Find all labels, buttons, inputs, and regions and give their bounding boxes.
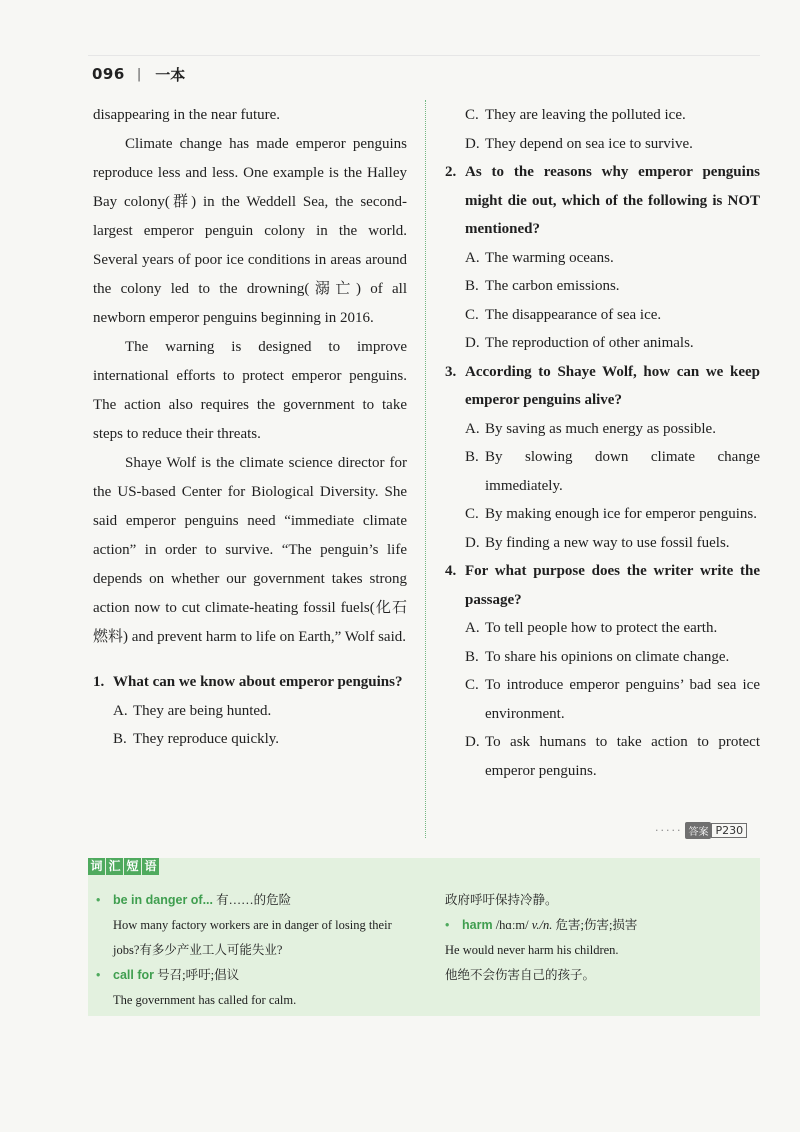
vocab-entry	[445, 913, 755, 938]
option-label: B.	[465, 449, 479, 465]
question-2	[445, 158, 760, 358]
answer-tag: 答案	[685, 822, 711, 839]
option-label: D.	[465, 335, 480, 351]
option-a[interactable]	[445, 614, 760, 643]
question-1	[93, 668, 407, 754]
header-separator: |	[136, 66, 142, 82]
question-4	[445, 557, 760, 785]
vocab-example-en: The government has called for calm.	[113, 993, 297, 1007]
page-number: 096	[92, 65, 125, 83]
vocab-meaning: 有……的危险	[216, 893, 292, 907]
option-text: By finding a new way to use fossil fuels.	[485, 534, 730, 551]
passage-paragraph: Climate change has made emperor penguins reproduce less and less. One example is the Halley Bay colony(群) in the Weddell Sea, the second-largest emperor penguin colony in the world. Several years of poor ice conditions in areas around the colony led to the drowning(溺亡) of all newborn emperor penguins beginning in 2016.	[93, 136, 407, 326]
left-column	[93, 101, 407, 754]
vocab-term: harm	[462, 918, 493, 932]
example-text: How many factory workers are in danger of losing their jobs?	[113, 918, 392, 957]
option-d[interactable]	[445, 529, 760, 558]
question-number: 3.	[445, 363, 457, 380]
question-number: 1.	[93, 674, 105, 690]
vocab-meaning: 危害;伤害;损害	[555, 918, 638, 932]
vocabulary-box	[88, 858, 760, 1016]
option-b[interactable]	[445, 643, 760, 672]
bullet-icon: •	[445, 918, 450, 932]
title-char: 词	[88, 858, 105, 875]
example-translation: 有多少产业工人可能失业?	[139, 943, 283, 957]
column-divider	[425, 100, 426, 838]
option-text: They are leaving the polluted ice.	[485, 107, 686, 123]
option-label: C.	[465, 677, 479, 693]
option-text: By making enough ice for emperor penguins.	[485, 506, 758, 522]
option-text: To tell people how to protect the earth.	[485, 620, 718, 636]
brand-logo: 一本	[155, 65, 186, 84]
question-text: For what purpose does the writer write the passage?	[465, 563, 760, 608]
option-label: D.	[465, 734, 480, 750]
option-a[interactable]	[445, 415, 760, 444]
vocab-example-en: He would never harm his children.	[445, 943, 619, 957]
question-stem	[445, 557, 760, 614]
vocab-term: call for	[113, 968, 154, 982]
option-label: B.	[465, 648, 479, 665]
title-char: 短	[124, 858, 141, 875]
option-label: A.	[465, 420, 480, 437]
option-text: The carbon emissions.	[485, 278, 620, 294]
option-label: C.	[465, 107, 479, 123]
option-c[interactable]	[445, 301, 760, 330]
question-stem	[93, 668, 407, 697]
option-text: The reproduction of other animals.	[485, 335, 694, 351]
vocab-example-en	[96, 913, 414, 963]
vocab-entry	[96, 963, 414, 988]
leader-dots: ·····	[655, 824, 683, 837]
option-a[interactable]	[445, 244, 760, 273]
option-label: C.	[465, 306, 479, 323]
vocab-column-right	[445, 888, 755, 988]
option-b[interactable]	[93, 725, 407, 754]
question-stem	[445, 158, 760, 244]
page-header	[92, 60, 185, 88]
header-rule	[88, 55, 760, 56]
option-label: D.	[465, 135, 480, 152]
vocab-phonetic: /hɑːm/	[495, 918, 529, 932]
question-stem	[445, 358, 760, 415]
question-number: 2.	[445, 164, 457, 180]
title-char: 语	[142, 858, 159, 875]
option-c[interactable]	[445, 671, 760, 728]
bullet-icon: •	[96, 893, 101, 907]
option-label: B.	[113, 731, 127, 747]
passage-paragraph: The warning is designed to improve international efforts to protect emperor penguins. The action also requires the government to take steps to reduce their threats.	[93, 339, 407, 442]
vocab-entry	[96, 888, 414, 913]
option-text: To introduce emperor penguins’ bad sea ice environment.	[485, 677, 760, 722]
vocabulary-title	[88, 858, 160, 880]
vocab-example-zh: 政府呼吁保持冷静。	[445, 893, 558, 907]
option-c[interactable]	[445, 500, 760, 529]
option-text: The disappearance of sea ice.	[485, 306, 662, 323]
option-text: By saving as much energy as possible.	[485, 420, 716, 437]
vocab-pos: v./n.	[531, 918, 553, 932]
question-3	[445, 358, 760, 558]
question-text: As to the reasons why emperor penguins might die out, which of the following is NOT mentioned?	[465, 164, 760, 237]
option-text: The warming oceans.	[485, 249, 614, 266]
vocab-column-left	[96, 888, 414, 1013]
option-c[interactable]	[445, 101, 760, 130]
answer-page: P230	[711, 823, 747, 838]
option-label: B.	[465, 278, 479, 294]
option-d[interactable]	[445, 728, 760, 785]
option-d[interactable]	[445, 130, 760, 159]
option-d[interactable]	[445, 329, 760, 358]
option-label: A.	[465, 249, 480, 266]
option-b[interactable]	[445, 443, 760, 500]
option-label: D.	[465, 534, 480, 551]
option-text: By slowing down climate change immediately.	[485, 449, 760, 494]
bullet-icon: •	[96, 968, 101, 982]
vocab-meaning: 号召;呼吁;倡议	[157, 968, 240, 982]
passage-paragraph: Shaye Wolf is the climate science director for the US-based Center for Biological Diversity. She said emperor penguins need “immediate climate action” in order to survive. “The penguin’s life depends on whether our government takes strong action now to cut climate-heating fossil fuels(化石燃料) and prevent harm to life on Earth,” Wolf said.	[93, 455, 407, 645]
question-text: What can we know about emperor penguins?	[113, 674, 403, 690]
question-number: 4.	[445, 563, 457, 579]
option-label: A.	[113, 702, 128, 719]
question-1-continued	[445, 101, 760, 158]
title-char: 汇	[106, 858, 123, 875]
option-text: They are being hunted.	[133, 702, 272, 719]
option-text: They reproduce quickly.	[133, 731, 280, 747]
right-column	[445, 101, 760, 785]
option-text: To share his opinions on climate change.	[485, 648, 730, 665]
option-text: They depend on sea ice to survive.	[485, 135, 693, 152]
option-a[interactable]	[93, 697, 407, 726]
vocab-term: be in danger of...	[113, 893, 214, 907]
answer-reference	[655, 822, 747, 839]
question-text: According to Shaye Wolf, how can we keep emperor penguins alive?	[465, 363, 760, 408]
passage-paragraph: disappearing in the near future.	[93, 107, 281, 123]
option-b[interactable]	[445, 272, 760, 301]
option-label: A.	[465, 620, 480, 636]
option-text: To ask humans to take action to protect emperor penguins.	[485, 734, 760, 779]
vocab-example-zh: 他绝不会伤害自己的孩子。	[445, 968, 596, 982]
option-label: C.	[465, 506, 479, 522]
